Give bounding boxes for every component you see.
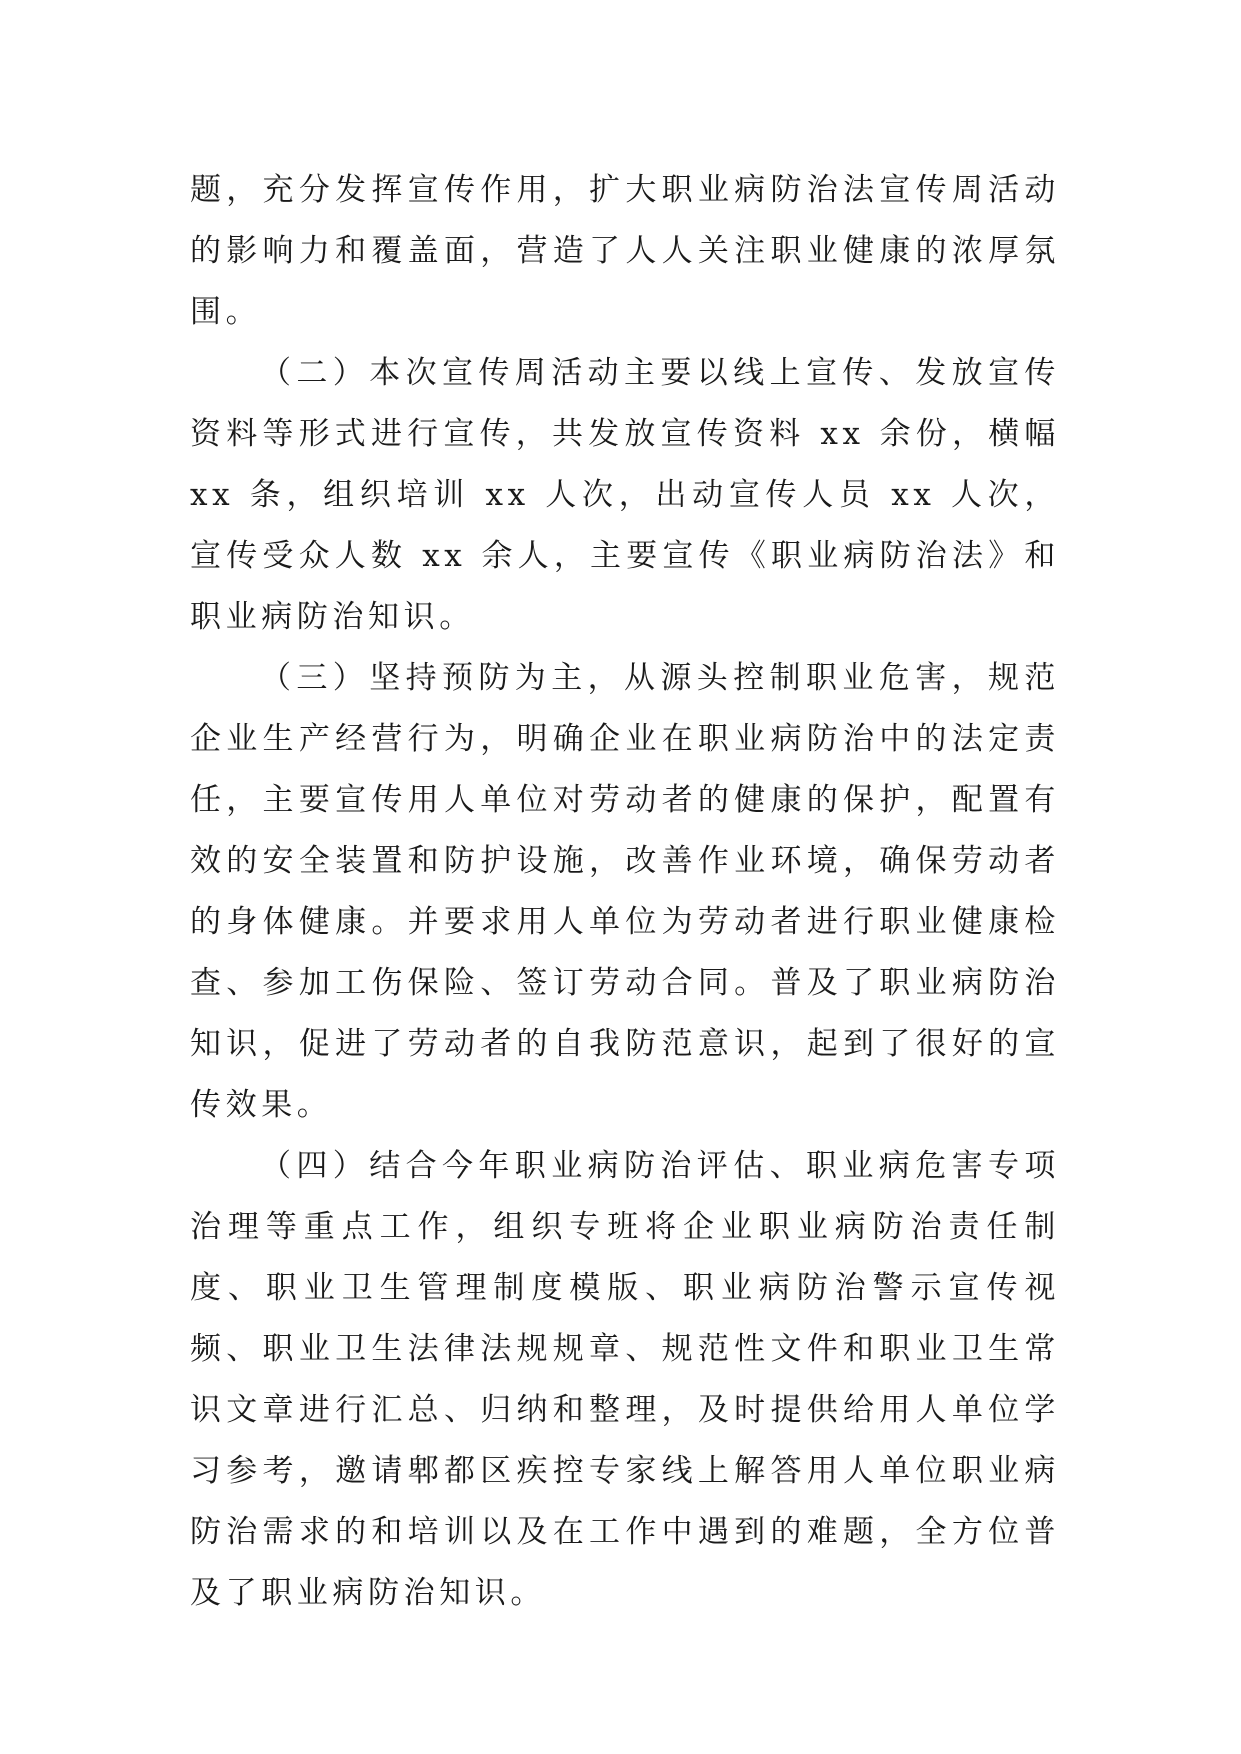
paragraph-section-3: （三）坚持预防为主，从源头控制职业危害，规范企业生产经营行为，明确企业在职业病防治中的法定责任，主要宣传用人单位对劳动者的健康的保护，配置有效的安全装置和防护设施，改善作业环境，确保劳动者的身体健康。并要求用人单位为劳动者进行职业健康检查、参加工伤保险、签订劳动合同。普及了职业病防治知识，促进了劳动者的自我防范意识，起到了很好的宣传效果。	[190, 660, 1060, 1123]
document-body	[190, 160, 1060, 1624]
paragraph-section-2: （二）本次宣传周活动主要以线上宣传、发放宣传资料等形式进行宣传，共发放宣传资料 xx 余份，横幅 xx 条，组织培训 xx 人次，出动宣传人员 xx 人次，宣传受众人数 xx 余人，主要宣传《职业病防治法》和职业病防治知识。	[190, 355, 1060, 635]
paragraph-section-4: （四）结合今年职业病防治评估、职业病危害专项治理等重点工作，组织专班将企业职业病防治责任制度、职业卫生管理制度模版、职业病防治警示宣传视频、职业卫生法律法规规章、规范性文件和职业卫生常识文章进行汇总、归纳和整理，及时提供给用人单位学习参考，邀请郫都区疾控专家线上解答用人单位职业病防治需求的和培训以及在工作中遇到的难题，全方位普及了职业病防治知识。	[190, 1148, 1060, 1611]
paragraph-continuation: 题，充分发挥宣传作用，扩大职业病防治法宣传周活动的影响力和覆盖面，营造了人人关注职业健康的浓厚氛围。	[190, 172, 1060, 330]
